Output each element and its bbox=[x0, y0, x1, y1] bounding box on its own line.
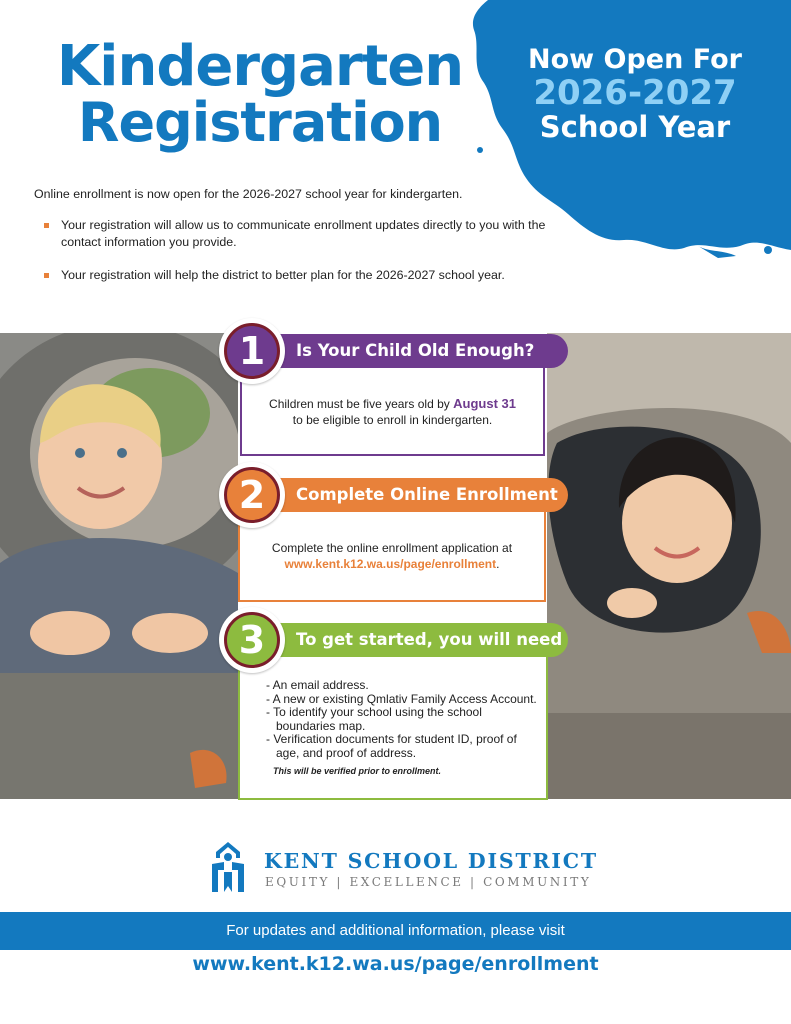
footer-enrollment-link[interactable]: www.kent.k12.wa.us/page/enrollment bbox=[192, 953, 599, 975]
photo-boy-in-tunnel bbox=[0, 333, 238, 799]
step-2-text-before: Complete the online enrollment application at bbox=[271, 541, 513, 555]
intro-bullet: Your registration will help the district to better plan for the 2026-2027 school year. bbox=[44, 267, 554, 284]
step-3-number: 3 bbox=[224, 612, 280, 668]
page-title-line-2: Registration bbox=[77, 91, 443, 154]
intro-bullet-list bbox=[44, 217, 554, 284]
step-1-number-badge bbox=[219, 318, 285, 384]
page-title-line-1: Kindergarten bbox=[56, 34, 464, 99]
kent-school-district-logo-icon bbox=[206, 840, 250, 894]
photo-girl-in-play-structure bbox=[547, 333, 791, 799]
requirement-item: - To identify your school using the school boundaries map. bbox=[266, 705, 482, 733]
step-3-note: This will be verified prior to enrollment. bbox=[273, 766, 442, 776]
step-2-enrollment-link[interactable]: www.kent.k12.wa.us/page/enrollment bbox=[284, 557, 497, 571]
district-tagline: EQUITY | EXCELLENCE | COMMUNITY bbox=[265, 875, 592, 889]
step-2-text-after: . bbox=[496, 557, 500, 571]
intro-text: Online enrollment is now open for the 2026-2027 school year for kindergarten. bbox=[34, 187, 463, 201]
step-2-number-badge bbox=[219, 462, 285, 528]
step-1-number: 1 bbox=[224, 323, 280, 379]
step-1-description bbox=[240, 396, 545, 428]
announcement-year: 2026-2027 bbox=[533, 73, 737, 113]
footer-info-bar: For updates and additional information, please visit bbox=[0, 912, 791, 950]
requirement-item: - An email address. bbox=[266, 678, 369, 692]
step-2-title: Complete Online Enrollment bbox=[272, 478, 568, 512]
announcement bbox=[500, 44, 770, 144]
step-1-title: Is Your Child Old Enough? bbox=[272, 334, 568, 368]
step-3-requirements-list bbox=[266, 679, 541, 760]
district-name: KENT SCHOOL DISTRICT bbox=[264, 849, 598, 873]
announcement-line-3: School Year bbox=[539, 110, 731, 144]
requirement-item: - A new or existing Qmlativ Family Access Account. bbox=[266, 691, 537, 706]
step-1-text-after: to be eligible to enroll in kindergarten. bbox=[292, 413, 493, 427]
intro-bullet: Your registration will allow us to communicate enrollment updates directly to you with the contact information you provide. bbox=[44, 217, 554, 251]
step-3-number-badge bbox=[219, 607, 285, 673]
announcement-line-1: Now Open For bbox=[528, 44, 742, 75]
step-1-deadline: August 31 bbox=[453, 396, 516, 411]
step-3-title: To get started, you will need bbox=[272, 623, 568, 657]
page-title bbox=[40, 34, 480, 154]
step-1-text-before: Children must be five years old by bbox=[269, 397, 450, 411]
step-2-description bbox=[238, 540, 546, 572]
step-2-number: 2 bbox=[224, 467, 280, 523]
requirement-item: - Verification documents for student ID, proof of age, and proof of address. bbox=[266, 732, 517, 760]
